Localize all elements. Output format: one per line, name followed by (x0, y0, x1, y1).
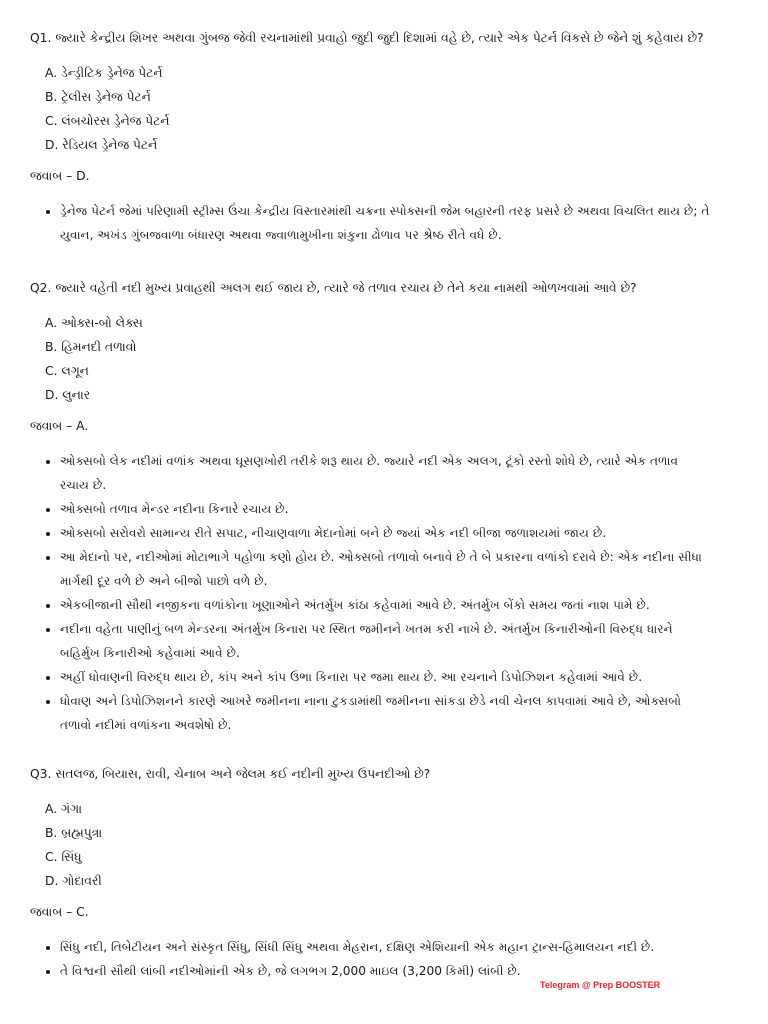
explanation-list (30, 449, 710, 737)
explanation-item: • અહીં ધોવાણની વિરુદ્ધ થાય છે, કાંપ અને કાંપ ઉભા કિનારા પર જમા થાય છે. આ રચનાને ડિપોઝિશન કહેવામાં આવે છે. (60, 665, 710, 689)
telegram-watermark: Telegram @ Prep BOOSTER (540, 980, 661, 990)
question-block-2 (30, 281, 710, 737)
answer-text: જવાબ – A. (30, 418, 89, 433)
option-d: D. લુનાર (45, 387, 91, 402)
explanation-list (30, 935, 710, 983)
options-list (45, 797, 710, 893)
question-text: Q3. સતલજ, બિયાસ, રાવી, ચેનાબ અને જેલમ કઈ નદીની મુખ્ય ઉપનદીઓ છે? (30, 767, 431, 781)
option-a: A. ઓક્સ-બો લેક્સ (45, 315, 143, 330)
option-c: C. લગૂન (45, 363, 89, 378)
option-b: B. હિમનદી તળાવો (45, 339, 137, 354)
question-text: Q1. જ્યારે કેન્દ્રીય શિખર અથવા ગુંબજ જેવી રચનામાંથી પ્રવાહો જુદી જુદી દિશામાં વહે છે, ત્યારે એક પેટર્ન વિકસે છે જેને શું કહેવાય છે? (30, 31, 704, 45)
answer-text: જવાબ – D. (30, 168, 90, 183)
option-b: B. ટ્રેલીસ ડ્રેનેજ પેટર્ન (45, 89, 151, 104)
question-block-3 (30, 767, 710, 983)
explanation-list (30, 199, 710, 247)
option-b: B. બ્રહ્મપુત્રા (45, 825, 103, 840)
explanation-item: • ઓક્સબો સરોવરો સામાન્ય રીતે સપાટ, નીચાણવાળા મેદાનોમાં બને છે જ્યાં એક નદી બીજા જળાશયમાં જાય છે. (60, 521, 710, 545)
explanation-item: • ડ્રેનેજ પેટર્ન જેમાં પરિણામી સ્ટ્રીમ્સ ઉંચા કેન્દ્રીય વિસ્તારમાંથી ચક્રના સ્પોક્સની જેમ બહારની તરફ પ્રસરે છે અથવા વિચલિત થાય છે; તે યુવાન, અખંડ ગુંબજવાળા બંધારણ અથવા જ્વાળામુખીના શંકુના ઢોળાવ પર શ્રેષ્ઠ રીતે વધે છે. (60, 199, 710, 247)
option-c: C. સિંધુ (45, 849, 82, 864)
explanation-item: • આ મેદાનો પર, નદીઓમાં મોટાભાગે પહોળા કણો હોય છે. ઓક્સબો તળાવો બનાવે છે તે બે પ્રકારના વળાંકો દરાવે છે: એક નદીના સીધા માર્ગથી દૂર વળે છે અને બીજો પાછો વળે છે. (60, 545, 710, 593)
options-list (45, 61, 710, 157)
question-text: Q2. જ્યારે વહેતી નદી મુખ્ય પ્રવાહથી અલગ થઈ જાય છે, ત્યારે જે તળાવ રચાય છે તેને કયા નામથી ઓળખવામાં આવે છે? (30, 281, 637, 295)
option-a: A. ગંગા (45, 801, 82, 816)
option-d: D. ગોદાવરી (45, 873, 102, 888)
option-a: A. ડેન્ડ્રીટિક ડ્રેનેજ પેટર્ન (45, 65, 163, 80)
option-d: D. રેડિયલ ડ્રેનેજ પેટર્ન (45, 137, 158, 152)
explanation-item: • ઓક્સબો લેક નદીમાં વળાંક અથવા ઘૂસણખોરી તરીકે શરૂ થાય છે. જ્યારે નદી એક અલગ, ટૂંકો રસ્તો શોધે છે, ત્યારે એક તળાવ રચાય છે. (60, 449, 710, 497)
explanation-item: • નદીના વહેતા પાણીનું બળ મેન્ડરના અંતર્મુખ કિનારા પર સ્થિત જમીનને ખતમ કરી નાખે છે. અંતર્મુખ કિનારીઓની વિરુદ્ધ ધારને બહિર્મુખ કિનારીઓ કહેવામાં આવે છે. (60, 617, 710, 665)
explanation-item: • સિંધુ નદી, તિબેટીયન અને સંસ્કૃત સિંધુ, સિંધી સિંધુ અથવા મેહરાન, દક્ષિણ એશિયાની એક મહાન ટ્રાન્સ-હિમાલયન નદી છે. (60, 935, 710, 959)
option-c: C. લંબચોરસ ડ્રેનેજ પેટર્ન (45, 113, 170, 128)
explanation-item: • તે વિશ્વની સૌથી લાંબી નદીઓમાંની એક છે, જે લગભગ 2,000 માઇલ (3,200 કિમી) લાંબી છે. (60, 959, 710, 983)
question-block-1 (30, 31, 710, 247)
explanation-item: • ઓક્સબો તળાવ મેન્ડર નદીના કિનારે રચાય છે. (60, 497, 710, 521)
options-list (45, 311, 710, 407)
explanation-item: • એકબીજાની સૌથી નજીકના વળાંકોના ખૂણાઓને અંતર્મુખ કાંઠા કહેવામાં આવે છે. અંતર્મુખ બેંકો સમય જતાં નાશ પામે છે. (60, 593, 710, 617)
answer-text: જવાબ – C. (30, 904, 89, 919)
explanation-item: • ધોવાણ અને ડિપોઝિશનને કારણે આખરે જમીનના નાના ટુકડામાંથી જમીનના સાંકડા છેડે નવી ચેનલ કાપવામાં આવે છે, ઓક્સબો તળાવો નદીમાં વળાંકના અવશેષો છે. (60, 689, 710, 737)
